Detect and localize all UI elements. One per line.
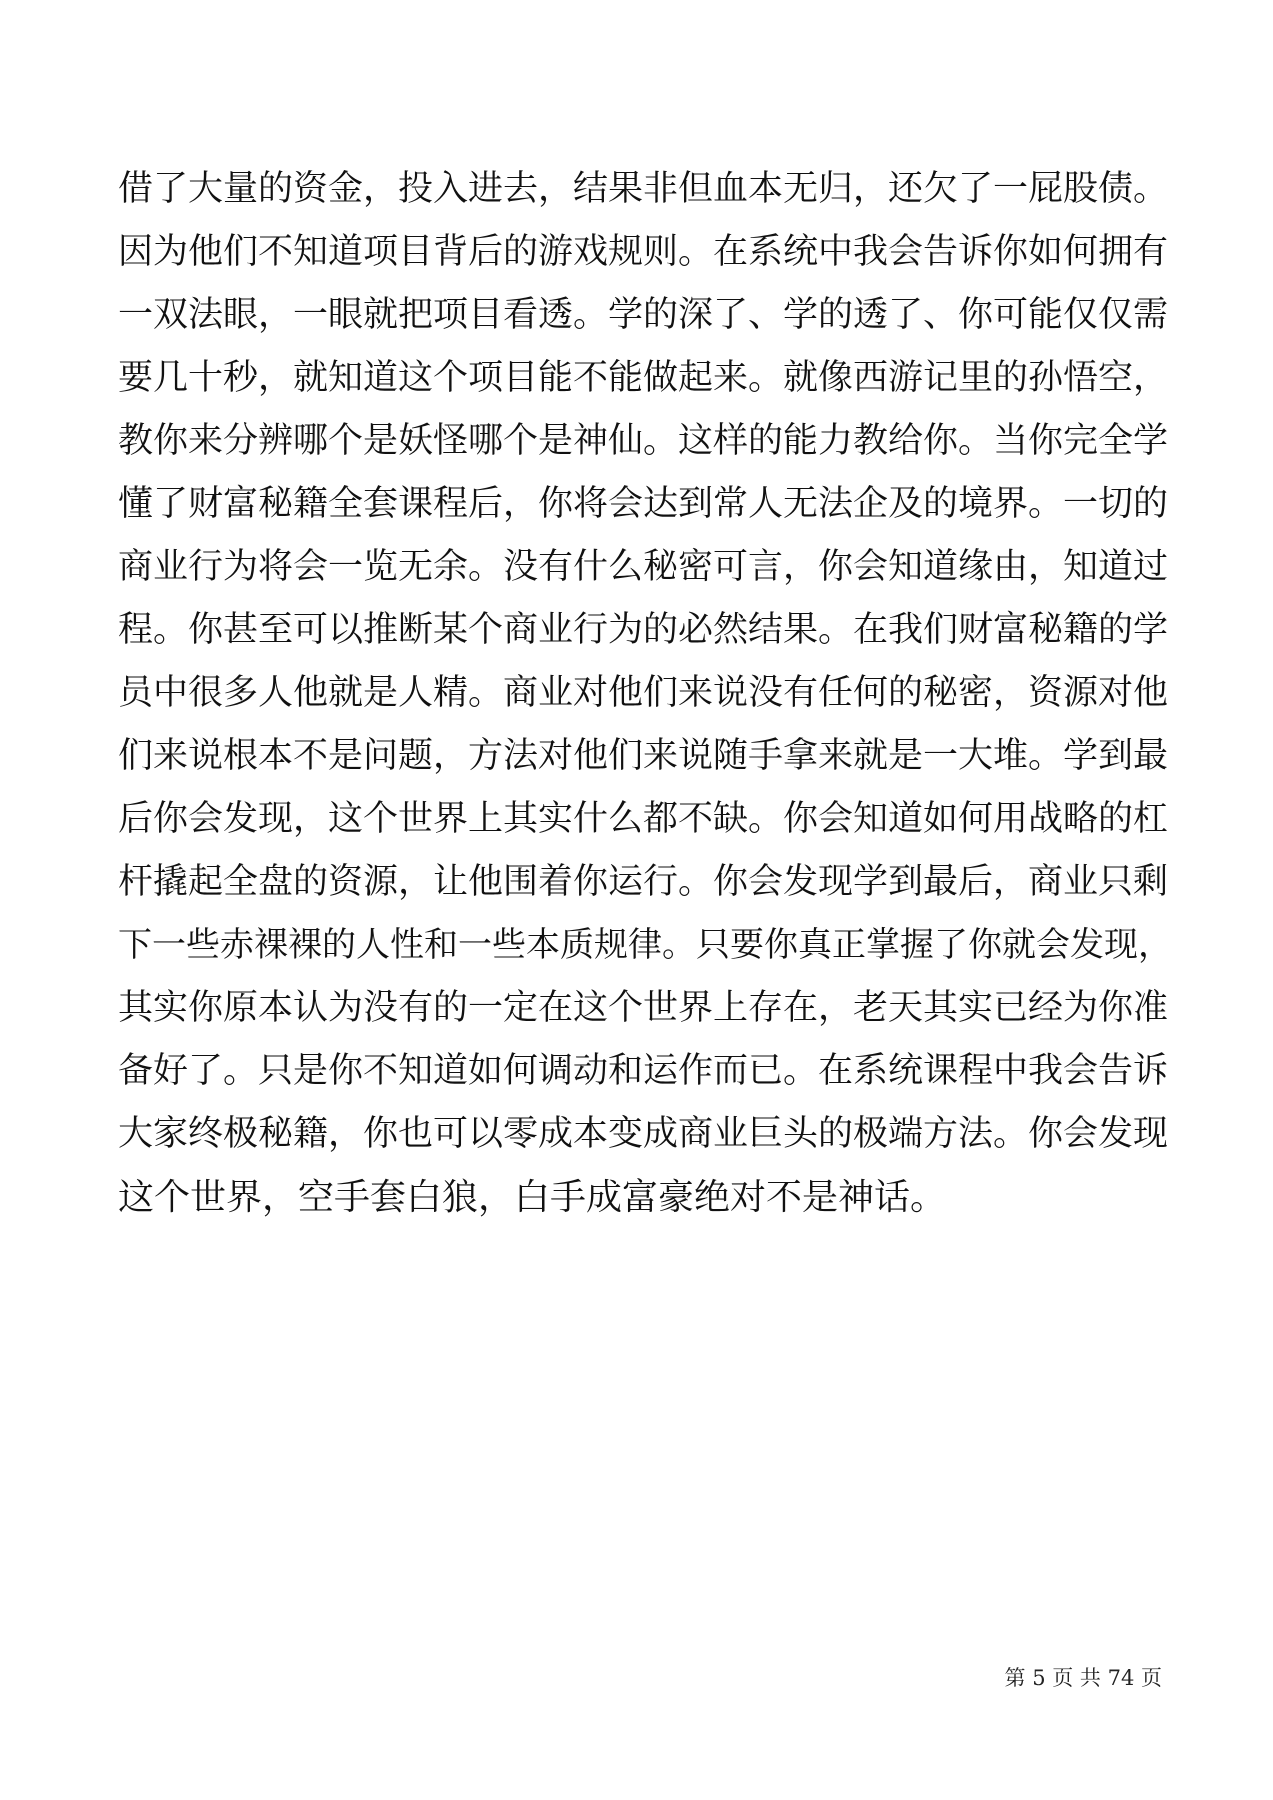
page-number-footer: 第 5 页 共 74 页 [1004, 1666, 1162, 1690]
text-line: 教你来分辨哪个是妖怪哪个是神仙。这样的能力教给你。当你完全学 [118, 421, 1169, 461]
text-line: 后你会发现，这个世界上其实什么都不缺。你会知道如何用战略的杠 [118, 799, 1169, 839]
body-text [118, 158, 1178, 1229]
text-line: 大家终极秘籍，你也可以零成本变成商业巨头的极端方法。你会发现 [118, 1114, 1169, 1154]
text-line: 商业行为将会一览无余。没有什么秘密可言，你会知道缘由，知道过 [118, 547, 1169, 587]
text-line: 要几十秒，就知道这个项目能不能做起来。就像西游记里的孙悟空， [118, 358, 1169, 398]
text-line: 其实你原本认为没有的一定在这个世界上存在，老天其实已经为你准 [118, 988, 1169, 1028]
text-line: 这个世界，空手套白狼，白手成富豪绝对不是神话。 [118, 1177, 947, 1218]
text-line: 借了大量的资金，投入进去，结果非但血本无归，还欠了一屁股债。 [118, 169, 1169, 209]
text-line: 员中很多人他就是人精。商业对他们来说没有任何的秘密，资源对他 [118, 673, 1169, 713]
text-line: 杆撬起全盘的资源，让他围着你运行。你会发现学到最后，商业只剩 [118, 862, 1169, 902]
text-line: 因为他们不知道项目背后的游戏规则。在系统中我会告诉你如何拥有 [118, 232, 1169, 272]
text-line: 程。你甚至可以推断某个商业行为的必然结果。在我们财富秘籍的学 [118, 610, 1169, 650]
text-line: 下一些赤裸裸的人性和一些本质规律。只要你真正掌握了你就会发现， [118, 925, 1172, 965]
text-line: 们来说根本不是问题，方法对他们来说随手拿来就是一大堆。学到最 [118, 736, 1169, 776]
text-line: 一双法眼，一眼就把项目看透。学的深了、学的透了、你可能仅仅需 [118, 295, 1169, 335]
text-line: 备好了。只是你不知道如何调动和运作而已。在系统课程中我会告诉 [118, 1051, 1169, 1091]
text-line: 懂了财富秘籍全套课程后，你将会达到常人无法企及的境界。一切的 [118, 484, 1169, 524]
